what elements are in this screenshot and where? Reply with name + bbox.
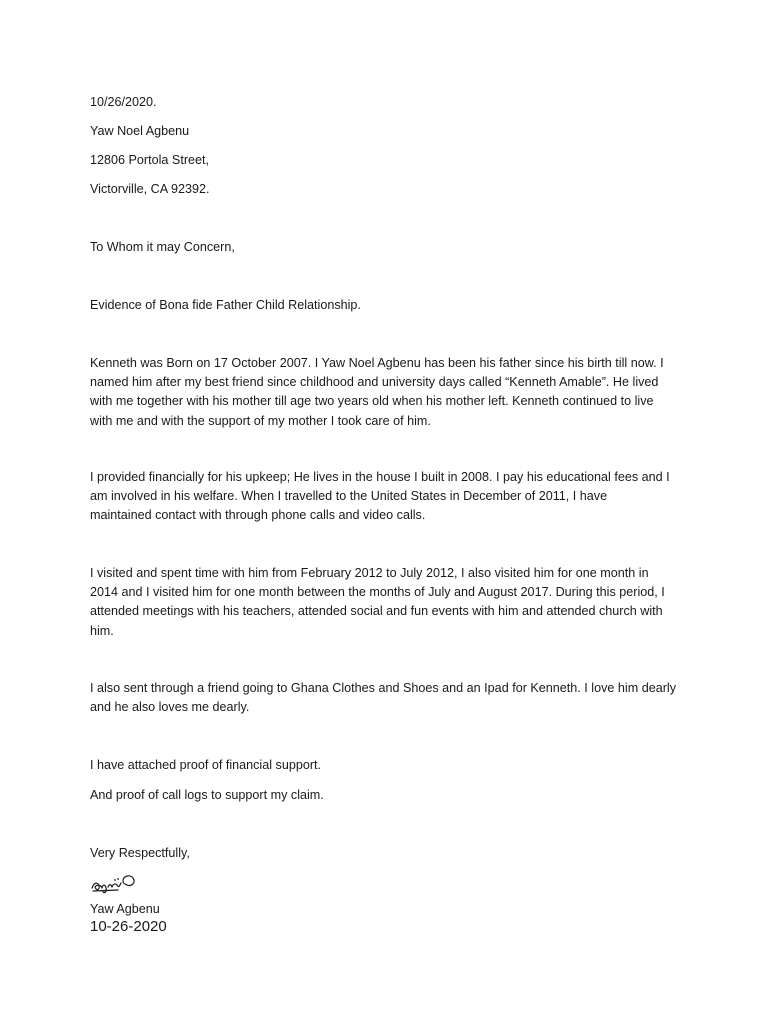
paragraph-financial xyxy=(90,468,690,526)
subject-line: Evidence of Bona fide Father Child Relationship. xyxy=(90,298,361,312)
paragraph-line: 2014 and I visited him for one month between the months of July and August 2017. During this period, I xyxy=(90,585,665,600)
paragraph-visits xyxy=(90,564,690,641)
closing: Very Respectfully, xyxy=(90,846,190,860)
attachment-financial: I have attached proof of financial support. xyxy=(90,758,322,772)
salutation: To Whom it may Concern, xyxy=(90,240,235,254)
paragraph-line: I also sent through a friend going to Ghana Clothes and Shoes and an Ipad for Kenneth. I love him dearly xyxy=(90,681,676,695)
paragraph-line: him. xyxy=(90,623,114,638)
paragraph-line: am involved in his welfare. When I travelled to the United States in December of 2011, I have xyxy=(90,489,608,504)
paragraph-line: attended meetings with his teachers, attended social and fun events with him and attended church with xyxy=(90,604,663,619)
paragraph-line: named him after my best friend since childhood and university days called “Kenneth Amable”. He lived xyxy=(90,375,659,390)
sender-city: Victorville, CA 92392. xyxy=(90,182,210,196)
paragraph-line: with me together with his mother till age two years old when his mother left. Kenneth continued to live xyxy=(90,394,654,409)
paragraph-line: I provided financially for his upkeep; He lives in the house I built in 2008. I pay his educational fees and I xyxy=(90,470,670,484)
attachment-call-logs: And proof of call logs to support my claim. xyxy=(90,788,324,802)
paragraph-gifts xyxy=(90,679,690,717)
signature-name: Yaw Agbenu xyxy=(90,902,160,916)
sender-street: 12806 Portola Street, xyxy=(90,153,210,167)
handwritten-signature xyxy=(90,870,140,896)
paragraph-line: I visited and spent time with him from February 2012 to July 2012, I also visited him for one month in xyxy=(90,566,649,580)
paragraph-line: with me and with the support of my mother I took care of him. xyxy=(90,413,431,428)
letter-date: 10/26/2020. xyxy=(90,95,157,109)
paragraph-line: maintained contact with through phone calls and video calls. xyxy=(90,508,426,523)
paragraph-birth xyxy=(90,354,690,431)
paragraph-line: Kenneth was Born on 17 October 2007. I Yaw Noel Agbenu has been his father since his birth till now. I xyxy=(90,356,664,370)
signature-date: 10-26-2020 xyxy=(90,918,167,935)
paragraph-line: and he also loves me dearly. xyxy=(90,700,250,715)
sender-name: Yaw Noel Agbenu xyxy=(90,124,190,138)
